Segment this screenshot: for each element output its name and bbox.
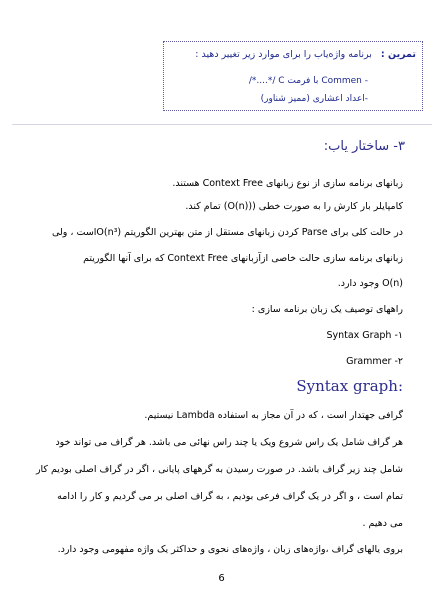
body-line-5: O(n) وجود دارد. (337, 278, 403, 289)
exercise-item-1: - Commen با فرمت C /*....*/ (248, 76, 368, 86)
body-line-1: زبانهای برنامه سازی از نوع زبانهای Context Free هستند. (172, 178, 403, 189)
body-line-6: راههای توصیف یک زبان برنامه سازی : (251, 304, 403, 315)
exercise-header (195, 49, 416, 60)
body-line-4: زبانهای برنامه سازی حالت خاصی ازآزبانهای Context Free که برای آنها الگوریتم (83, 253, 403, 264)
syntax-line-2: هر گراف شامل یک راس شروع ویک یا چند راس نهائی می باشد. هر گراف می تواند خود (55, 437, 403, 448)
list-item-1: Syntax Graph -۱ (326, 330, 403, 341)
exercise-item-2: -اعداد اعشاری (ممیز شناور) (260, 94, 368, 104)
syntax-line-3: شامل چند زیر گراف باشد. در صورت رسیدن به گرههای پایانی ، اگر در گراف اصلی بودیم کار (35, 464, 403, 475)
syntax-line-1: گرافی جهتدار است ، که در آن مجاز به استفاده Lambda نیستیم. (144, 410, 403, 421)
exercise-instruction: برنامه واژه‌یاب را برای موارد زیر تغییر دهید : (195, 49, 372, 60)
syntax-line-4: تمام است ، و اگر در یک گراف فرعی بودیم ، به گراف اصلی بر می گردیم و کار را ادامه (57, 491, 403, 502)
list-item-2: Grammer -۲ (346, 356, 403, 367)
exercise-label: تمرین : (380, 49, 416, 60)
page-number: 6 (218, 573, 225, 584)
syntax-graph-heading: Syntax graph: (296, 377, 403, 395)
body-line-2: کامپایلر بار کارش را به صورت خطی ((O(n)) تمام کند. (185, 201, 403, 212)
divider (12, 124, 432, 125)
body-line-3: در حالت کلی برای Parse کردن زبانهای مستقل از متن بهترین الگوریتم O(n³)است ، ولی (51, 227, 403, 238)
syntax-line-6: بروی یالهای گراف ،واژه‌های زبان ، واژه‌های نحوی و حداکثر یک واژه مفهومی وجود دارد. (57, 544, 403, 555)
syntax-line-5: می دهیم . (362, 518, 403, 529)
exercise-box (163, 41, 423, 111)
section-heading: ۳- ساختار یاب: (323, 139, 405, 154)
